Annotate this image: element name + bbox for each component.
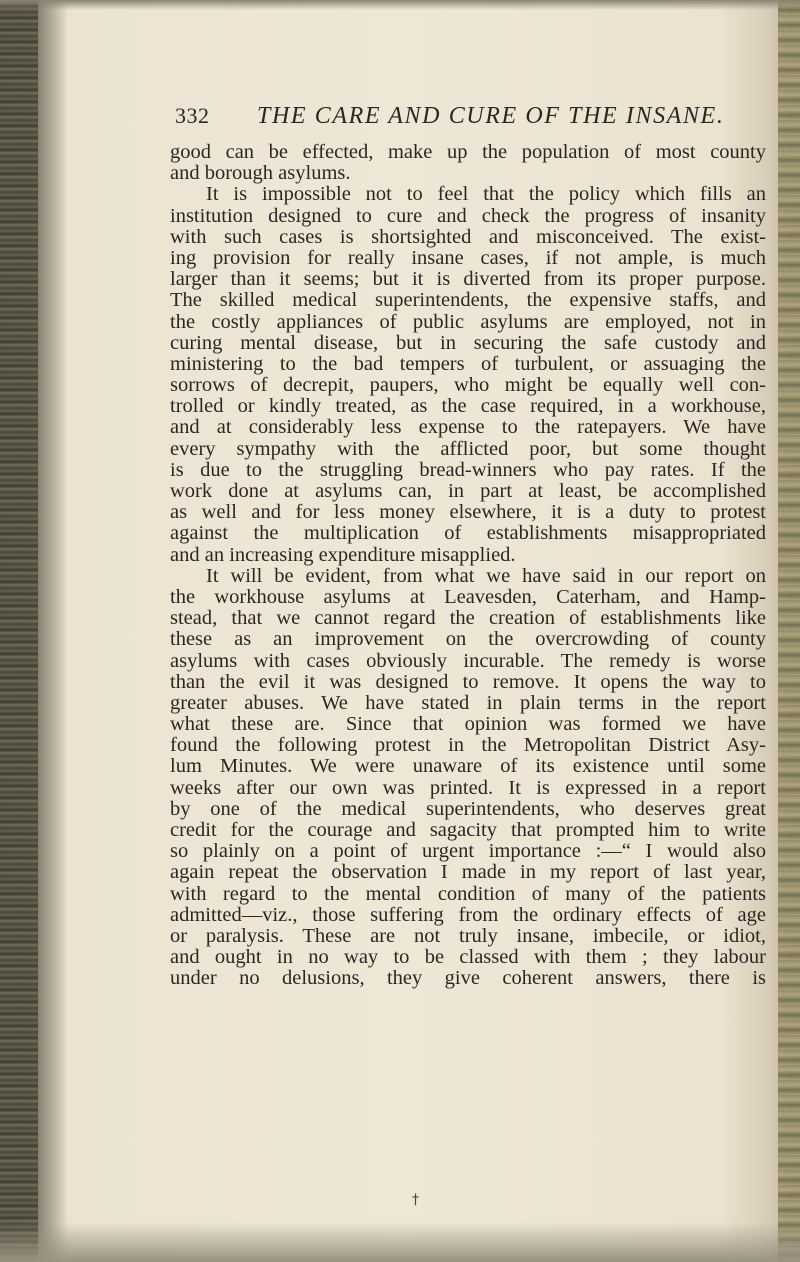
text-line: The skilled medical superintendents, the expensive staffs, and	[170, 290, 766, 312]
text-line: It will be evident, from what we have said in our report on	[206, 565, 766, 587]
text-line: admitted—viz., those suffering from the ordinary effects of age	[170, 904, 766, 926]
text-line: and ought in no way to be classed with them ; they labour	[170, 947, 766, 969]
page-edge-right	[778, 0, 800, 1262]
text-line: larger than it seems; but it is diverted from its proper purpose.	[170, 269, 766, 291]
text-line: institution designed to cure and check the progress of insanity	[170, 205, 766, 227]
page-number: 332	[175, 103, 210, 128]
text-line: good can be effected, make up the population of most county	[170, 142, 766, 163]
text-line: ministering to the bad tempers of turbulent, or assuaging the	[170, 353, 766, 375]
text-line: again repeat the observation I made in my report of last year,	[170, 862, 766, 884]
running-header	[175, 103, 725, 137]
text-line: as well and for less money elsewhere, it is a duty to protest	[170, 502, 766, 524]
text-line: every sympathy with the afflicted poor, but some thought	[170, 438, 766, 460]
text-line: work done at asylums can, in part at least, be accomplished	[170, 481, 766, 502]
text-line: or paralysis. These are not truly insane, imbecile, or idiot,	[170, 925, 766, 947]
binding-edge-left	[0, 0, 38, 1262]
text-line: ing provision for really insane cases, if not ample, is much	[170, 247, 766, 269]
text-line: by one of the medical superintendents, who deserves great	[170, 798, 766, 820]
running-title: THE CARE AND CURE OF THE INSANE.	[257, 103, 725, 129]
text-line: stead, that we cannot regard the creation of establishments like	[170, 608, 766, 630]
text-line: with such cases is shortsighted and misconceived. The exist-	[170, 226, 766, 248]
page-edge-top	[0, 0, 800, 10]
text-line: It is impossible not to feel that the policy which fills an	[206, 184, 766, 206]
text-line: sorrows of decrepit, paupers, who might be equally well con-	[170, 375, 766, 397]
text-line: the costly appliances of public asylums are employed, not in	[170, 311, 766, 333]
text-line: lum Minutes. We were unaware of its existence until some	[170, 756, 766, 778]
text-line: under no delusions, they give coherent answers, there is	[170, 968, 766, 990]
text-line: against the multiplication of establishments misappropriated	[170, 523, 766, 545]
text-line: asylums with cases obviously incurable. The remedy is worse	[170, 650, 766, 672]
text-line: is due to the struggling bread-winners who pay rates. If the	[170, 459, 766, 481]
binding-shadow	[38, 0, 68, 1262]
text-line: the workhouse asylums at Leavesden, Caterham, and Hamp-	[170, 586, 766, 608]
printer-mark: †	[412, 1192, 419, 1208]
text-line: than the evil it was designed to remove. It opens the way to	[170, 671, 766, 693]
body-text	[170, 142, 766, 990]
text-line: and borough asylums.	[170, 163, 351, 185]
text-line: these as an improvement on the overcrowding of county	[170, 629, 766, 651]
text-line: so plainly on a point of urgent importance :—“ I would also	[170, 841, 766, 863]
text-line: and an increasing expenditure misapplied.	[170, 544, 516, 566]
text-line: greater abuses. We have stated in plain terms in the report	[170, 692, 766, 714]
text-line: and at considerably less expense to the ratepayers. We have	[170, 417, 766, 439]
text-line: found the following protest in the Metropolitan District Asy-	[170, 735, 766, 757]
text-line: curing mental disease, but in securing the safe custody and	[170, 332, 766, 354]
text-line: what these are. Since that opinion was formed we have	[170, 714, 766, 736]
text-line: credit for the courage and sagacity that prompted him to write	[170, 820, 766, 841]
text-line: weeks after our own was printed. It is expressed in a report	[170, 777, 766, 799]
text-line: trolled or kindly treated, as the case required, in a workhouse,	[170, 396, 766, 418]
page-edge-bottom	[0, 1222, 800, 1262]
text-line: with regard to the mental condition of many of the patients	[170, 883, 766, 905]
